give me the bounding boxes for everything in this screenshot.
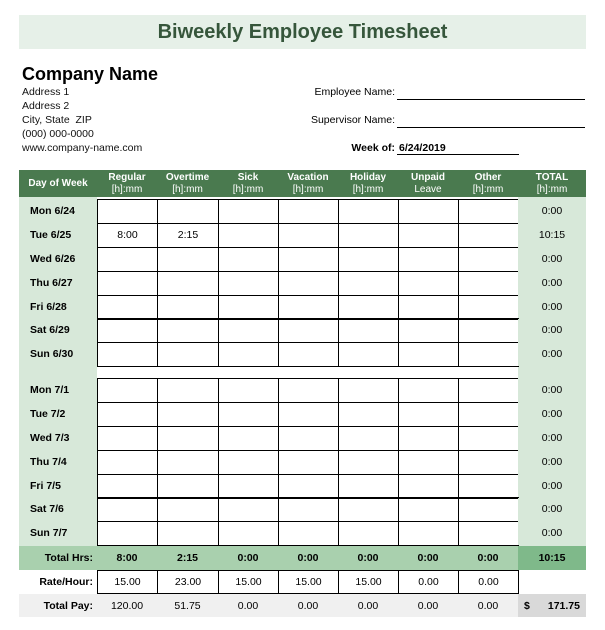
hours-input[interactable]: 8:00 [97, 223, 158, 248]
hours-input[interactable] [398, 295, 459, 320]
hours-input[interactable] [218, 426, 279, 451]
hours-input[interactable] [218, 223, 279, 248]
total-hrs-label: Total Hrs: [19, 546, 97, 570]
hours-input[interactable] [278, 450, 339, 475]
day-label: Tue 6/25 [19, 223, 97, 247]
total-pay-value: 0.00 [278, 594, 338, 617]
day-total: 0:00 [518, 247, 586, 271]
hours-input[interactable] [278, 378, 339, 403]
day-total: 0:00 [518, 402, 586, 426]
column-header [157, 170, 218, 197]
hours-input[interactable] [157, 247, 219, 272]
hours-input[interactable] [278, 426, 339, 451]
hours-input[interactable] [157, 521, 219, 546]
rate-input[interactable]: 23.00 [157, 570, 219, 594]
hours-input[interactable] [398, 426, 459, 451]
hours-input[interactable] [398, 498, 459, 523]
column-header-unit: [h]:mm [536, 183, 568, 195]
hours-input[interactable] [458, 474, 519, 499]
day-total: 0:00 [518, 295, 586, 319]
hours-input[interactable] [398, 199, 459, 224]
hours-input[interactable] [218, 402, 279, 427]
day-label: Mon 6/24 [19, 199, 97, 223]
hours-input[interactable] [338, 223, 399, 248]
total-pay-label: Total Pay: [19, 594, 97, 617]
day-total: 0:00 [518, 426, 586, 450]
hours-input[interactable] [338, 498, 399, 523]
hours-input[interactable] [458, 199, 519, 224]
total-pay-value: 120.00 [97, 594, 157, 617]
hours-input[interactable] [398, 402, 459, 427]
hours-input[interactable] [218, 378, 279, 403]
day-total: 0:00 [518, 450, 586, 474]
day-total: 0:00 [518, 271, 586, 295]
total-hrs-value: 0:00 [458, 546, 518, 570]
day-total: 10:15 [518, 223, 586, 247]
total-pay-value: 0.00 [218, 594, 278, 617]
hours-input[interactable] [157, 271, 219, 296]
hours-input[interactable] [458, 271, 519, 296]
hours-input[interactable] [157, 426, 219, 451]
hours-input[interactable] [338, 450, 399, 475]
total-hrs-value: 8:00 [97, 546, 157, 570]
hours-input[interactable] [157, 319, 219, 344]
column-header-unit: [h]:mm [172, 183, 203, 195]
hours-input[interactable] [218, 295, 279, 320]
column-header [518, 170, 586, 197]
rate-input[interactable]: 15.00 [97, 570, 158, 594]
hours-input[interactable] [398, 450, 459, 475]
hours-input[interactable] [218, 247, 279, 272]
hours-input[interactable] [278, 199, 339, 224]
company-name: Company Name [22, 64, 159, 84]
day-label: Fri 7/5 [19, 474, 97, 498]
day-label: Sat 7/6 [19, 498, 97, 522]
hours-input[interactable] [458, 295, 519, 320]
hours-input[interactable] [278, 319, 339, 344]
hours-input[interactable] [278, 247, 339, 272]
day-total: 0:00 [518, 199, 586, 223]
hours-input[interactable] [278, 342, 339, 367]
hours-input[interactable] [398, 271, 459, 296]
hours-input[interactable] [157, 402, 219, 427]
day-label: Wed 6/26 [19, 247, 97, 271]
column-header-unit: [h]:mm [352, 183, 384, 195]
total-pay-value: 51.75 [157, 594, 218, 617]
hours-input[interactable] [398, 521, 459, 546]
day-total: 0:00 [518, 521, 586, 545]
hours-input[interactable] [157, 378, 219, 403]
employee-name-label: Employee Name: [314, 86, 395, 98]
hours-input[interactable] [97, 295, 158, 320]
hours-input[interactable] [278, 402, 339, 427]
grand-total-hours: 10:15 [518, 546, 586, 570]
column-header [97, 170, 157, 197]
hours-input[interactable] [218, 521, 279, 546]
day-label: Sun 7/7 [19, 521, 97, 545]
column-header-name: TOTAL [535, 171, 569, 183]
day-label: Fri 6/28 [19, 295, 97, 319]
hours-input[interactable] [278, 223, 339, 248]
hours-input[interactable] [157, 498, 219, 523]
city-state-zip: City, State ZIP [22, 114, 92, 126]
column-header [458, 170, 518, 197]
column-header-unit: [h]:mm [232, 183, 264, 195]
hours-input[interactable] [97, 521, 158, 546]
hours-input[interactable] [157, 342, 219, 367]
rate-input[interactable]: 15.00 [278, 570, 339, 594]
hours-input[interactable] [338, 319, 399, 344]
day-label: Thu 6/27 [19, 271, 97, 295]
hours-input[interactable] [97, 426, 158, 451]
column-header-name: Day of Week [28, 177, 88, 189]
rate-input[interactable]: 0.00 [398, 570, 459, 594]
hours-input[interactable] [97, 342, 158, 367]
total-pay-value: 0.00 [338, 594, 398, 617]
week-of-field[interactable]: 6/24/2019 [397, 142, 519, 155]
column-header-name: Other [474, 171, 502, 183]
hours-input[interactable] [97, 378, 158, 403]
total-pay-value: 0.00 [398, 594, 458, 617]
column-header-unit: Leave [414, 183, 442, 195]
column-header-unit: [h]:mm [292, 183, 324, 195]
total-hrs-value: 0:00 [278, 546, 338, 570]
column-header-name: Unpaid [411, 171, 445, 183]
total-pay-value: 0.00 [458, 594, 518, 617]
day-total: 0:00 [518, 319, 586, 343]
rate-input[interactable]: 0.00 [458, 570, 519, 594]
column-header [19, 170, 97, 197]
total-hrs-value: 0:00 [338, 546, 398, 570]
hours-input[interactable] [458, 521, 519, 546]
hours-input[interactable] [338, 426, 399, 451]
address-2: Address 2 [22, 100, 70, 112]
week-of-label: Week of: [351, 142, 395, 154]
column-header-name: Vacation [287, 171, 329, 183]
hours-input[interactable] [398, 474, 459, 499]
hours-input[interactable] [97, 319, 158, 344]
column-header-name: Holiday [349, 171, 387, 183]
hours-input[interactable] [398, 342, 459, 367]
hours-input[interactable] [218, 271, 279, 296]
hours-input[interactable] [278, 498, 339, 523]
hours-input[interactable] [218, 498, 279, 523]
hours-input[interactable] [338, 199, 399, 224]
day-label: Wed 7/3 [19, 426, 97, 450]
hours-input[interactable] [157, 295, 219, 320]
rate-label: Rate/Hour: [39, 576, 93, 588]
hours-input[interactable] [398, 319, 459, 344]
column-header-unit: [h]:mm [472, 183, 504, 195]
employee-name-field[interactable] [397, 87, 585, 100]
day-label: Thu 7/4 [19, 450, 97, 474]
hours-input[interactable] [97, 474, 158, 499]
column-header-unit: [h]:mm [111, 183, 143, 195]
hours-input[interactable] [157, 199, 219, 224]
hours-input[interactable] [398, 247, 459, 272]
hours-input[interactable] [97, 402, 158, 427]
hours-input[interactable] [97, 498, 158, 523]
column-header [278, 170, 338, 197]
supervisor-name-label: Supervisor Name: [310, 114, 395, 126]
hours-input[interactable] [218, 450, 279, 475]
hours-input[interactable] [458, 450, 519, 475]
address-1: Address 1 [22, 86, 70, 98]
hours-input[interactable] [458, 498, 519, 523]
day-total: 0:00 [518, 378, 586, 402]
hours-input[interactable] [97, 271, 158, 296]
hours-input[interactable] [338, 378, 399, 403]
column-header-name: Sick [237, 171, 259, 183]
hours-input[interactable]: 2:15 [157, 223, 219, 248]
column-header [338, 170, 398, 197]
hours-input[interactable] [338, 402, 399, 427]
supervisor-name-field[interactable] [397, 115, 585, 128]
hours-input[interactable] [157, 474, 219, 499]
hours-input[interactable] [278, 474, 339, 499]
column-header [218, 170, 278, 197]
hours-input[interactable] [458, 402, 519, 427]
total-hrs-value: 2:15 [157, 546, 218, 570]
total-hrs-value: 0:00 [218, 546, 278, 570]
hours-input[interactable] [218, 319, 279, 344]
hours-input[interactable] [398, 378, 459, 403]
rate-input[interactable]: 15.00 [218, 570, 279, 594]
hours-input[interactable] [278, 521, 339, 546]
currency-symbol: $ [524, 599, 530, 612]
page-title: Biweekly Employee Timesheet [19, 15, 586, 49]
hours-input[interactable] [338, 521, 399, 546]
hours-input[interactable] [218, 474, 279, 499]
column-header-name: Overtime [165, 171, 210, 183]
day-total: 0:00 [518, 474, 586, 498]
grand-total-pay-value: 171.75 [547, 599, 580, 612]
hours-input[interactable] [458, 247, 519, 272]
day-label: Mon 7/1 [19, 378, 97, 402]
hours-input[interactable] [218, 342, 279, 367]
hours-input[interactable] [458, 426, 519, 451]
hours-input[interactable] [338, 295, 399, 320]
hours-input[interactable] [338, 342, 399, 367]
phone: (000) 000-0000 [22, 128, 94, 140]
column-header-name: Regular [108, 171, 146, 183]
hours-input[interactable] [278, 271, 339, 296]
hours-input[interactable] [97, 247, 158, 272]
hours-input[interactable] [338, 271, 399, 296]
day-total: 0:00 [518, 498, 586, 522]
hours-input[interactable] [458, 342, 519, 367]
hours-input[interactable] [458, 378, 519, 403]
website: www.company-name.com [22, 142, 143, 154]
hours-input[interactable] [458, 319, 519, 344]
day-total: 0:00 [518, 342, 586, 366]
day-label: Tue 7/2 [19, 402, 97, 426]
hours-input[interactable] [278, 295, 339, 320]
total-hrs-value: 0:00 [398, 546, 458, 570]
hours-input[interactable] [398, 223, 459, 248]
hours-input[interactable] [218, 199, 279, 224]
column-header [398, 170, 458, 197]
day-label: Sun 6/30 [19, 342, 97, 366]
hours-input[interactable] [458, 223, 519, 248]
hours-input[interactable] [338, 247, 399, 272]
hours-input[interactable] [157, 450, 219, 475]
hours-input[interactable] [338, 474, 399, 499]
rate-input[interactable]: 15.00 [338, 570, 399, 594]
day-label: Sat 6/29 [19, 319, 97, 343]
grand-total-pay [518, 594, 586, 617]
hours-input[interactable] [97, 199, 158, 224]
hours-input[interactable] [97, 450, 158, 475]
